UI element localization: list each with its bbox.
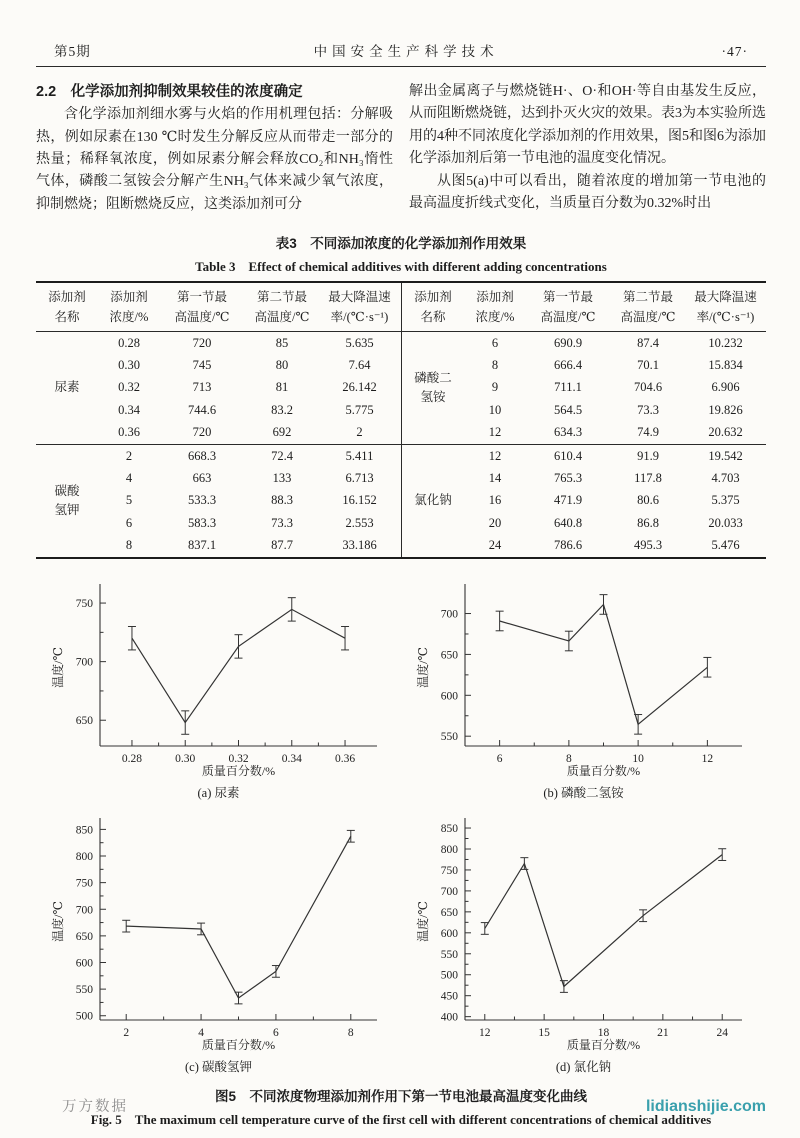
header-line: 第二节最	[622, 290, 673, 305]
table-header-row	[36, 283, 401, 332]
header-line: 最大降温速	[694, 290, 757, 305]
svg-text:质量百分数/%: 质量百分数/%	[566, 1037, 641, 1052]
name-line: 碳酸	[54, 484, 80, 499]
table-cell: 837.1	[187, 538, 217, 553]
table-cell: 5.476	[711, 538, 740, 553]
table-cell: 765.3	[553, 470, 583, 485]
svg-text:24: 24	[716, 1026, 728, 1039]
table-header-cell	[526, 288, 610, 327]
body-columns	[36, 81, 766, 216]
header-line: 名称	[420, 309, 446, 324]
table-cell: 88.3	[271, 493, 293, 508]
svg-text:800: 800	[440, 843, 458, 856]
table-cell: 20.632	[708, 425, 743, 440]
journal-title: 中国安全生产科学技术	[313, 44, 499, 59]
header-line: 浓度/%	[475, 309, 515, 324]
table-header-cell	[686, 288, 765, 327]
svg-text:550: 550	[440, 948, 458, 961]
table-title-en: Table 3 Effect of chemical additives with different adding concentrations	[195, 259, 607, 275]
svg-text:4: 4	[198, 1026, 204, 1039]
table-cell: 19.826	[708, 402, 743, 417]
table-cell: 692	[272, 425, 292, 440]
table-cell: 87.4	[637, 335, 659, 350]
table-row	[98, 354, 401, 376]
table-cell: 16.152	[342, 493, 377, 508]
table-row	[98, 445, 401, 467]
table-cell: 7.64	[348, 357, 371, 372]
svg-text:12: 12	[701, 752, 714, 765]
table-cell: 713	[192, 380, 212, 395]
page-number: ·47·	[721, 44, 748, 59]
header-line: 第二节最	[256, 290, 307, 305]
table-cell: 668.3	[187, 448, 217, 463]
table-row	[464, 490, 766, 512]
table-group	[402, 444, 766, 557]
table-row	[464, 332, 766, 354]
header-line: 浓度/%	[109, 309, 149, 324]
table-row	[98, 399, 401, 421]
table-row	[98, 421, 401, 443]
svg-text:450: 450	[440, 990, 458, 1003]
table-cell: 10	[488, 402, 502, 417]
svg-text:800: 800	[75, 850, 93, 863]
table-cell: 471.9	[553, 493, 583, 508]
table-cell: 6	[125, 515, 133, 530]
table-cell: 83.2	[271, 402, 293, 417]
issue-label: 第5期	[54, 44, 91, 59]
header-line: 率/(℃·s⁻¹)	[330, 309, 389, 324]
table-cell: 5.411	[345, 448, 374, 463]
svg-text:0.30: 0.30	[175, 752, 196, 765]
svg-text:6: 6	[273, 1026, 279, 1039]
table-rows	[464, 445, 766, 557]
table-cell: 0.32	[118, 380, 140, 395]
additive-name-cell	[402, 332, 464, 444]
table-row	[464, 445, 766, 467]
svg-text:500: 500	[440, 969, 458, 982]
table-cell: 86.8	[637, 515, 659, 530]
header-line: 高温度/℃	[174, 309, 230, 324]
header-line: 名称	[54, 309, 80, 324]
svg-text:21: 21	[657, 1026, 669, 1039]
table-header-cell	[320, 288, 399, 327]
svg-text:650: 650	[440, 906, 458, 919]
table-cell: 20	[488, 515, 502, 530]
table-cell: 6.906	[711, 380, 740, 395]
left-column	[36, 81, 393, 216]
header-line: 率/(℃·s⁻¹)	[696, 309, 755, 324]
svg-text:550: 550	[440, 730, 458, 743]
header-line: 第一节最	[176, 290, 227, 305]
svg-text:10: 10	[632, 752, 644, 765]
header-line: 高温度/℃	[620, 309, 676, 324]
header-line: 高温度/℃	[540, 309, 596, 324]
table-cell: 73.3	[637, 402, 659, 417]
table-row	[464, 467, 766, 489]
svg-text:600: 600	[75, 957, 93, 970]
svg-text:850: 850	[440, 822, 458, 835]
table-cell: 6	[491, 335, 499, 350]
right-paragraph-1: 解出金属离子与燃烧链H·、O·和OH·等自由基发生反应，从而阻断燃烧链，达到扑灭火灾的效果。表3为本实验所选用的4种不同浓度化学添加剂的作用效果，图5和图6为添加化学添加剂后第一节电池的温度变化情况。	[409, 84, 766, 167]
table-cell: 26.142	[342, 380, 377, 395]
table-group	[36, 444, 401, 557]
chart-a	[46, 577, 391, 801]
table-row	[464, 399, 766, 421]
header-line: 高温度/℃	[254, 309, 310, 324]
chart-a-caption: (a) 尿素	[197, 785, 240, 800]
svg-text:600: 600	[440, 690, 458, 703]
table-cell: 666.4	[553, 357, 583, 372]
table-cell: 564.5	[553, 402, 583, 417]
table-cell: 583.3	[187, 515, 217, 530]
table-cell: 720	[192, 335, 212, 350]
table-cell: 73.3	[271, 515, 293, 530]
table-row	[464, 421, 766, 443]
svg-text:500: 500	[75, 1010, 93, 1023]
table-row	[464, 512, 766, 534]
table-header-cell	[160, 288, 244, 327]
site-link[interactable]: lidianshijie.com	[645, 1098, 766, 1115]
svg-text:400: 400	[440, 1011, 458, 1024]
name-line: 氢铵	[420, 389, 446, 404]
svg-text:温度/℃: 温度/℃	[51, 900, 65, 942]
table-cell: 8	[125, 538, 133, 553]
table-header-cell	[98, 288, 160, 327]
table-rows	[98, 445, 401, 557]
svg-text:550: 550	[75, 983, 93, 996]
additive-name-cell	[36, 332, 98, 444]
table-cell: 2.553	[345, 515, 374, 530]
additive-name-cell	[36, 445, 98, 557]
table-row	[98, 467, 401, 489]
svg-text:750: 750	[440, 864, 458, 877]
table-cell: 0.36	[118, 425, 140, 440]
page-footer	[0, 1095, 800, 1116]
section-heading: 2.2 化学添加剂抑制效果较佳的浓度确定	[36, 84, 303, 100]
header-line: 添加剂	[476, 290, 514, 305]
table-cell: 745	[192, 357, 212, 372]
table-cell: 640.8	[553, 515, 583, 530]
table-header-cell	[610, 288, 686, 327]
table-cell: 85	[275, 335, 289, 350]
table-cell: 9	[491, 380, 499, 395]
table-row	[464, 377, 766, 399]
table-cell: 495.3	[633, 538, 663, 553]
table-cell: 663	[192, 470, 212, 485]
figure5-charts	[36, 577, 766, 1075]
table-cell: 33.186	[342, 538, 377, 553]
table-header-cell	[402, 288, 464, 327]
svg-text:0.34: 0.34	[281, 752, 302, 765]
table-cell: 744.6	[187, 402, 217, 417]
table-cell: 24	[488, 538, 502, 553]
chart-b	[411, 577, 756, 801]
table-cell: 610.4	[553, 448, 583, 463]
table-cell: 74.9	[637, 425, 659, 440]
table-cell: 0.28	[118, 335, 140, 350]
table-cell: 690.9	[553, 335, 583, 350]
table-cell: 91.9	[637, 448, 659, 463]
right-column	[409, 81, 766, 216]
table-cell: 133	[272, 470, 292, 485]
table-cell: 87.7	[271, 538, 293, 553]
svg-text:8: 8	[566, 752, 572, 765]
table-cell: 15.834	[708, 357, 743, 372]
table-group	[36, 332, 401, 444]
chart-c-plot	[46, 811, 391, 1056]
svg-text:质量百分数/%: 质量百分数/%	[201, 1037, 276, 1052]
figure-caption-en: Fig. 5 The maximum cell temperature curve of the first cell with different concentrations of chemical additives	[90, 1111, 712, 1127]
name-line: 尿素	[54, 380, 80, 395]
name-line: 磷酸二	[414, 371, 452, 386]
table-cell: 720	[192, 425, 212, 440]
table-cell: 20.033	[708, 515, 743, 530]
additive-name-cell	[402, 445, 464, 557]
table-cell: 12	[488, 425, 502, 440]
table-row	[98, 534, 401, 556]
svg-text:0.32: 0.32	[228, 752, 249, 765]
table-cell: 8	[491, 357, 499, 372]
table-cell: 786.6	[553, 538, 583, 553]
svg-text:温度/℃: 温度/℃	[416, 900, 430, 942]
table-cell: 19.542	[708, 448, 743, 463]
svg-text:15: 15	[538, 1026, 550, 1039]
table-row	[98, 377, 401, 399]
svg-text:质量百分数/%: 质量百分数/%	[566, 763, 641, 778]
svg-text:温度/℃: 温度/℃	[51, 646, 65, 688]
table-cell: 5	[125, 493, 133, 508]
table-cell: 117.8	[634, 470, 662, 485]
table-cell: 0.30	[118, 357, 140, 372]
table-cell: 2	[125, 448, 133, 463]
table-rows	[464, 332, 766, 444]
svg-text:2: 2	[123, 1026, 130, 1039]
table-cell: 81	[275, 380, 289, 395]
svg-text:600: 600	[440, 927, 458, 940]
table-cell: 70.1	[637, 357, 659, 372]
table-cell: 0.34	[118, 402, 140, 417]
table-header-cell	[464, 288, 526, 327]
svg-text:850: 850	[75, 824, 93, 837]
svg-text:12: 12	[479, 1026, 491, 1039]
chart-a-plot	[46, 577, 391, 782]
table-cell: 80.6	[637, 493, 659, 508]
header-line: 第一节最	[542, 290, 593, 305]
table-row	[98, 490, 401, 512]
svg-text:温度/℃: 温度/℃	[416, 646, 430, 688]
chart-b-caption: (b) 磷酸二氢铵	[543, 785, 624, 800]
svg-text:700: 700	[440, 608, 458, 621]
table-cell: 2	[356, 425, 363, 440]
table-title-zh: 表3 不同添加浓度的化学添加剂作用效果	[275, 236, 527, 252]
table-row	[98, 332, 401, 354]
table-rows	[98, 332, 401, 444]
header-rule	[36, 66, 766, 67]
table-cell: 634.3	[553, 425, 583, 440]
chart-c-caption: (c) 碳酸氢钾	[185, 1059, 252, 1074]
table-header-row	[402, 283, 766, 332]
svg-text:700: 700	[75, 656, 93, 669]
header-line: 最大降温速	[328, 290, 391, 305]
table-cell: 4	[125, 470, 133, 485]
svg-text:650: 650	[440, 649, 458, 662]
table-row	[98, 512, 401, 534]
figure-caption-zh: 图5 不同浓度物理添加剂作用下第一节电池最高温度变化曲线	[214, 1088, 587, 1104]
table-left-half	[36, 283, 401, 557]
table-cell: 5.775	[345, 402, 374, 417]
table-group	[402, 332, 766, 444]
table-cell: 80	[275, 357, 289, 372]
svg-text:700: 700	[440, 885, 458, 898]
table-row	[464, 354, 766, 376]
chart-c	[46, 811, 391, 1075]
table-cell: 6.713	[345, 470, 374, 485]
table-cell: 711.1	[554, 380, 582, 395]
header-line: 添加剂	[414, 290, 452, 305]
svg-text:700: 700	[75, 904, 93, 917]
chart-d	[411, 811, 756, 1075]
table-header-cell	[244, 288, 320, 327]
results-table	[36, 281, 766, 559]
svg-text:650: 650	[75, 930, 93, 943]
table-cell: 16	[488, 493, 502, 508]
table-cell: 5.375	[711, 493, 740, 508]
header-line: 添加剂	[110, 290, 148, 305]
svg-text:650: 650	[75, 715, 93, 728]
table-cell: 704.6	[633, 380, 663, 395]
table-row	[464, 534, 766, 556]
header-line: 添加剂	[48, 290, 86, 305]
name-line: 氯化钠	[414, 493, 452, 508]
table-cell: 4.703	[711, 470, 740, 485]
svg-text:6: 6	[496, 752, 503, 765]
svg-text:18: 18	[597, 1026, 610, 1039]
table-cell: 14	[488, 470, 502, 485]
table-right-half	[401, 283, 766, 557]
svg-text:质量百分数/%: 质量百分数/%	[201, 763, 276, 778]
svg-text:8: 8	[347, 1026, 354, 1039]
table-header-cell	[36, 288, 98, 327]
table-cell: 10.232	[708, 335, 743, 350]
page-header	[36, 40, 766, 66]
svg-text:750: 750	[75, 877, 93, 890]
table-cell: 5.635	[345, 335, 374, 350]
chart-d-plot	[411, 811, 756, 1056]
svg-text:0.36: 0.36	[334, 752, 356, 765]
svg-text:750: 750	[75, 597, 93, 610]
right-paragraph-2: 从图5(a)中可以看出，随着浓度的增加第一节电池的最高温度折线式变化，当质量百分数为0.32%时出	[409, 173, 766, 211]
table-cell: 12	[488, 448, 502, 463]
left-paragraph: 含化学添加剂细水雾与火焰的作用机理包括：分解吸热，例如尿素在130 ℃时发生分解反应从而带走一部分的热量；稀释氧浓度，例如尿素分解会释放CO₂和NH₃惰性气体，磷酸二氢铵会分解产生NH₃气体来减少氧气浓度，抑制燃烧；阻断燃烧反应，这类添加剂可分	[36, 107, 393, 212]
svg-text:0.28: 0.28	[121, 752, 143, 765]
table-cell: 533.3	[187, 493, 217, 508]
wanfang-watermark: 万方数据	[62, 1099, 128, 1115]
table-cell: 72.4	[271, 448, 293, 463]
chart-d-caption: (d) 氯化钠	[555, 1059, 612, 1074]
chart-b-plot	[411, 577, 756, 782]
name-line: 氢钾	[54, 502, 80, 517]
